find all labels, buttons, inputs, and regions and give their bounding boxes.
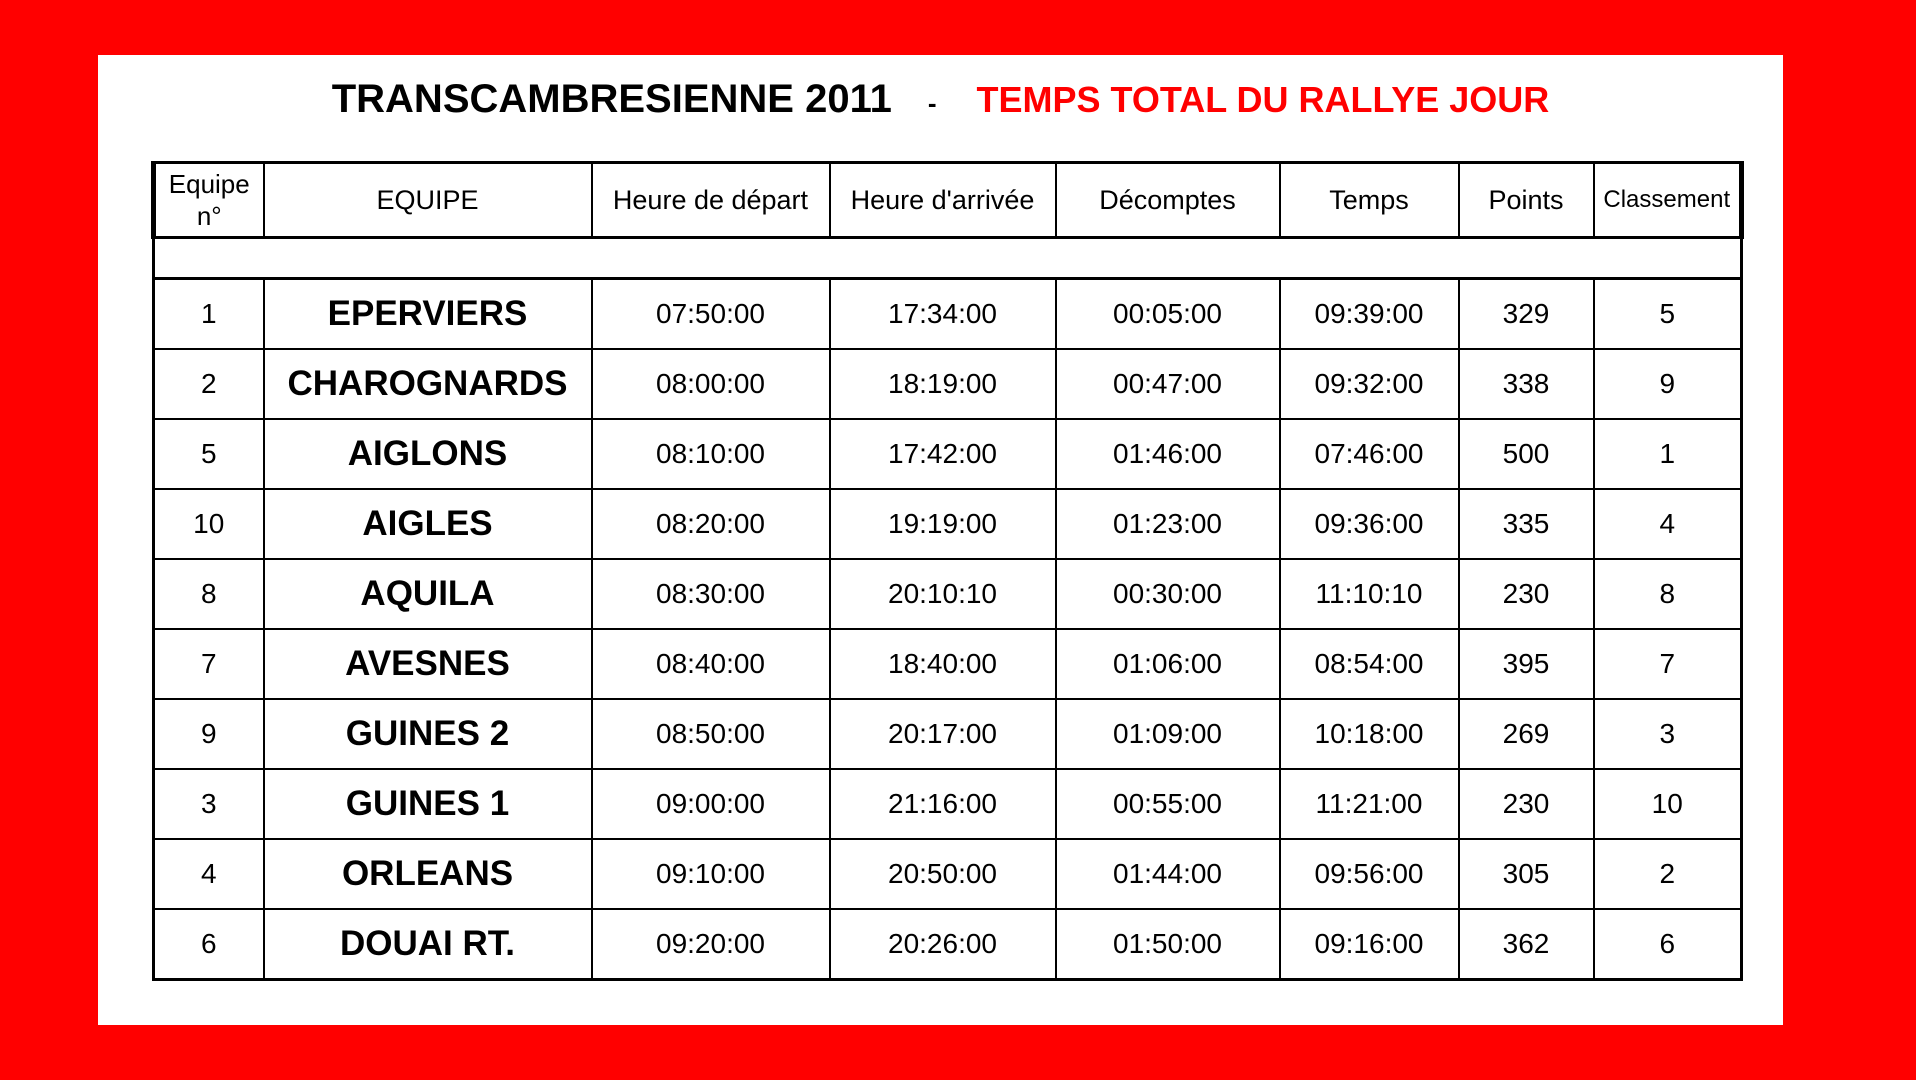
cell-depart: 08:50:00 [592, 699, 830, 769]
table-row [154, 419, 1742, 489]
cell-depart: 08:00:00 [592, 349, 830, 419]
cell-decomptes: 00:55:00 [1056, 769, 1280, 839]
page-title [98, 77, 1783, 122]
cell-equipe-no: 1 [154, 279, 264, 350]
document-panel [98, 55, 1783, 1025]
cell-arrivee: 17:42:00 [830, 419, 1056, 489]
table-row [154, 839, 1742, 909]
cell-depart: 08:30:00 [592, 559, 830, 629]
cell-team-name: DOUAI RT. [264, 909, 592, 980]
header-equipe-no: Equipe n° [154, 163, 264, 238]
cell-decomptes: 01:44:00 [1056, 839, 1280, 909]
cell-temps: 09:16:00 [1280, 909, 1459, 980]
cell-points: 305 [1459, 839, 1594, 909]
cell-arrivee: 20:10:10 [830, 559, 1056, 629]
cell-equipe-no: 9 [154, 699, 264, 769]
cell-temps: 07:46:00 [1280, 419, 1459, 489]
cell-temps: 11:10:10 [1280, 559, 1459, 629]
cell-team-name: GUINES 2 [264, 699, 592, 769]
spacer-row [154, 238, 1742, 279]
cell-depart: 09:00:00 [592, 769, 830, 839]
cell-arrivee: 20:50:00 [830, 839, 1056, 909]
cell-team-name: CHAROGNARDS [264, 349, 592, 419]
results-table [151, 161, 1744, 981]
cell-points: 230 [1459, 769, 1594, 839]
cell-temps: 10:18:00 [1280, 699, 1459, 769]
cell-team-name: GUINES 1 [264, 769, 592, 839]
cell-classement: 10 [1594, 769, 1742, 839]
table-row [154, 909, 1742, 980]
cell-decomptes: 01:09:00 [1056, 699, 1280, 769]
header-arrivee: Heure d'arrivée [830, 163, 1056, 238]
table-row [154, 769, 1742, 839]
header-classement: Classement [1594, 163, 1742, 238]
cell-arrivee: 18:40:00 [830, 629, 1056, 699]
cell-points: 269 [1459, 699, 1594, 769]
cell-temps: 11:21:00 [1280, 769, 1459, 839]
table-row [154, 629, 1742, 699]
cell-classement: 2 [1594, 839, 1742, 909]
cell-arrivee: 20:26:00 [830, 909, 1056, 980]
cell-points: 395 [1459, 629, 1594, 699]
header-row [154, 163, 1742, 238]
cell-team-name: AVESNES [264, 629, 592, 699]
cell-classement: 3 [1594, 699, 1742, 769]
cell-classement: 5 [1594, 279, 1742, 350]
table-row [154, 489, 1742, 559]
cell-decomptes: 01:23:00 [1056, 489, 1280, 559]
cell-depart: 08:40:00 [592, 629, 830, 699]
cell-classement: 4 [1594, 489, 1742, 559]
cell-classement: 6 [1594, 909, 1742, 980]
cell-arrivee: 17:34:00 [830, 279, 1056, 350]
table-body [154, 238, 1742, 980]
title-separator: - [927, 88, 937, 118]
cell-equipe-no: 4 [154, 839, 264, 909]
cell-depart: 07:50:00 [592, 279, 830, 350]
cell-decomptes: 00:47:00 [1056, 349, 1280, 419]
table-row [154, 349, 1742, 419]
cell-team-name: AQUILA [264, 559, 592, 629]
cell-temps: 09:36:00 [1280, 489, 1459, 559]
cell-arrivee: 19:19:00 [830, 489, 1056, 559]
cell-temps: 09:32:00 [1280, 349, 1459, 419]
cell-depart: 08:20:00 [592, 489, 830, 559]
header-depart: Heure de départ [592, 163, 830, 238]
cell-equipe-no: 3 [154, 769, 264, 839]
cell-team-name: AIGLONS [264, 419, 592, 489]
table-row [154, 699, 1742, 769]
cell-equipe-no: 10 [154, 489, 264, 559]
cell-decomptes: 00:05:00 [1056, 279, 1280, 350]
cell-classement: 9 [1594, 349, 1742, 419]
cell-decomptes: 01:06:00 [1056, 629, 1280, 699]
cell-arrivee: 21:16:00 [830, 769, 1056, 839]
cell-temps: 09:56:00 [1280, 839, 1459, 909]
cell-equipe-no: 6 [154, 909, 264, 980]
header-equipe: EQUIPE [264, 163, 592, 238]
cell-arrivee: 18:19:00 [830, 349, 1056, 419]
header-points: Points [1459, 163, 1594, 238]
cell-points: 338 [1459, 349, 1594, 419]
cell-equipe-no: 2 [154, 349, 264, 419]
cell-equipe-no: 7 [154, 629, 264, 699]
cell-classement: 7 [1594, 629, 1742, 699]
cell-points: 230 [1459, 559, 1594, 629]
cell-temps: 09:39:00 [1280, 279, 1459, 350]
cell-decomptes: 00:30:00 [1056, 559, 1280, 629]
title-subtitle: TEMPS TOTAL DU RALLYE JOUR [976, 79, 1550, 120]
cell-decomptes: 01:46:00 [1056, 419, 1280, 489]
spacer-cell [154, 238, 1742, 279]
table-row [154, 559, 1742, 629]
header-temps: Temps [1280, 163, 1459, 238]
cell-classement: 1 [1594, 419, 1742, 489]
cell-equipe-no: 5 [154, 419, 264, 489]
cell-points: 362 [1459, 909, 1594, 980]
header-decomptes: Décomptes [1056, 163, 1280, 238]
cell-team-name: ORLEANS [264, 839, 592, 909]
cell-team-name: EPERVIERS [264, 279, 592, 350]
cell-arrivee: 20:17:00 [830, 699, 1056, 769]
cell-depart: 08:10:00 [592, 419, 830, 489]
title-main: TRANSCAMBRESIENNE 2011 [331, 77, 892, 121]
cell-decomptes: 01:50:00 [1056, 909, 1280, 980]
cell-points: 500 [1459, 419, 1594, 489]
cell-temps: 08:54:00 [1280, 629, 1459, 699]
cell-depart: 09:20:00 [592, 909, 830, 980]
cell-equipe-no: 8 [154, 559, 264, 629]
cell-depart: 09:10:00 [592, 839, 830, 909]
cell-team-name: AIGLES [264, 489, 592, 559]
cell-classement: 8 [1594, 559, 1742, 629]
cell-points: 329 [1459, 279, 1594, 350]
cell-points: 335 [1459, 489, 1594, 559]
table-row [154, 279, 1742, 350]
